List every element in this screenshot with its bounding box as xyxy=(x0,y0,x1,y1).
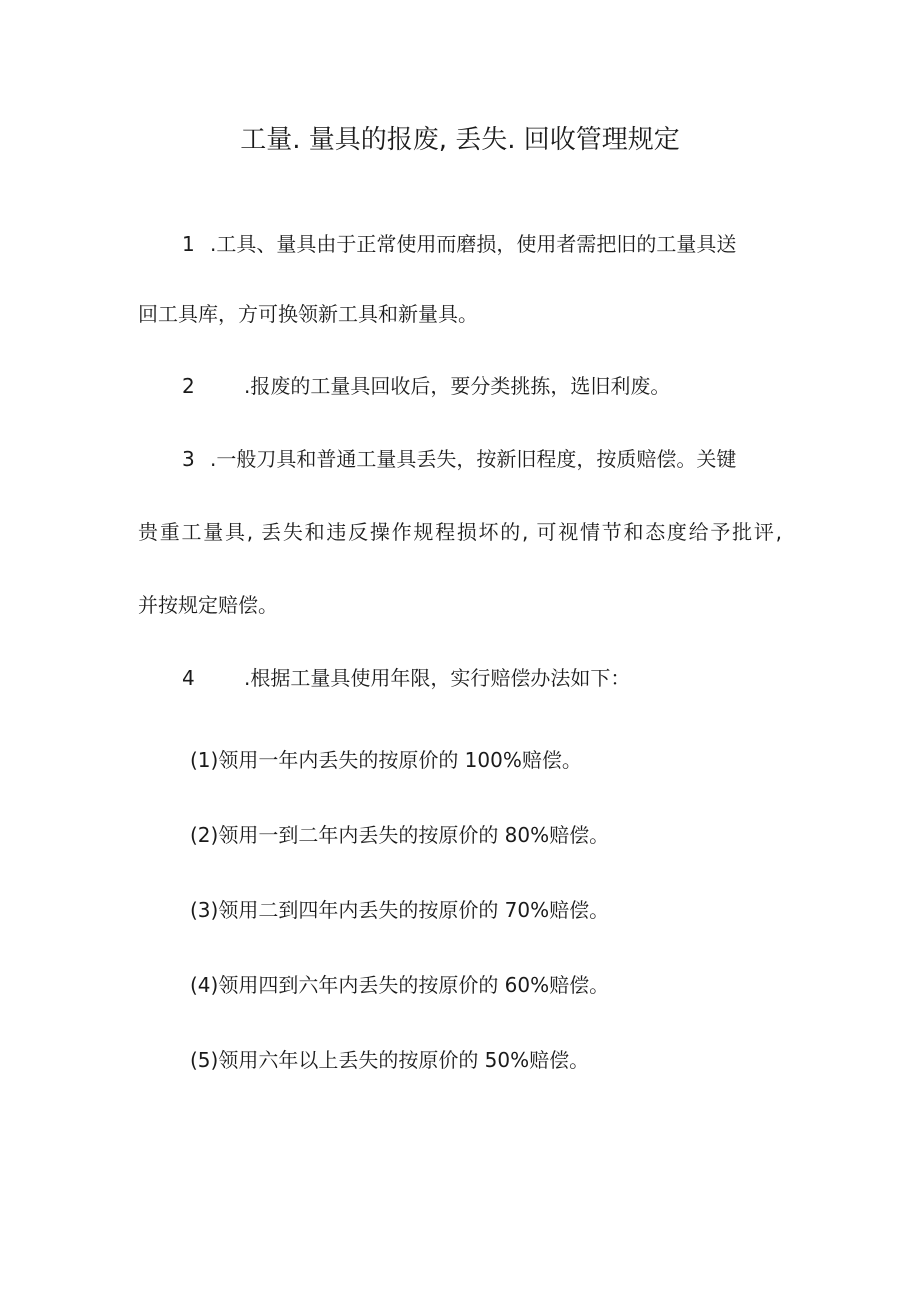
section-3-text-3: 并按规定赔偿。 xyxy=(138,593,278,617)
section-2-line-1 xyxy=(182,368,670,404)
section-3-text-2: 贵重工量具, 丢失和违反操作规程损坏的, 可视情节和态度给予批评, xyxy=(138,520,782,544)
section-1-number: 1 xyxy=(182,232,195,256)
document-title: 工量. 量具的报废, 丢失. 回收管理规定 xyxy=(240,125,680,155)
section-2-number: 2 xyxy=(182,374,195,398)
section-4-number: 4 xyxy=(182,666,195,690)
section-1-text-1: .工具、量具由于正常使用而磨损，使用者需把旧的工量具送 xyxy=(210,232,737,256)
compensation-item-3: (3)领用二到四年内丢失的按原价的 70%赔偿。 xyxy=(190,898,610,922)
compensation-item-2: (2)领用一到二年内丢失的按原价的 80%赔偿。 xyxy=(190,823,610,847)
section-4-text-1: .根据工量具使用年限，实行赔偿办法如下： xyxy=(244,666,631,690)
section-3-line-3 xyxy=(138,587,278,623)
compensation-item-5: (5)领用六年以上丢失的按原价的 50%赔偿。 xyxy=(190,1048,590,1072)
section-2-text-1: .报废的工量具回收后，要分类挑拣，选旧利废。 xyxy=(244,374,671,398)
section-1-text-2: 回工具库，方可换领新工具和新量具。 xyxy=(138,302,478,326)
section-4-line-1 xyxy=(182,660,630,696)
section-3-number: 3 xyxy=(182,447,195,471)
compensation-item-1: (1)领用一年内丢失的按原价的 100%赔偿。 xyxy=(190,748,582,772)
section-3-line-2 xyxy=(138,514,782,550)
section-1-line-1 xyxy=(182,226,782,262)
compensation-item-4: (4)领用四到六年内丢失的按原价的 60%赔偿。 xyxy=(190,973,610,997)
section-3-text-1: .一般刀具和普通工量具丢失，按新旧程度，按质赔偿。关键 xyxy=(210,447,737,471)
section-3-line-1 xyxy=(182,441,736,477)
section-1-line-2 xyxy=(138,296,478,332)
